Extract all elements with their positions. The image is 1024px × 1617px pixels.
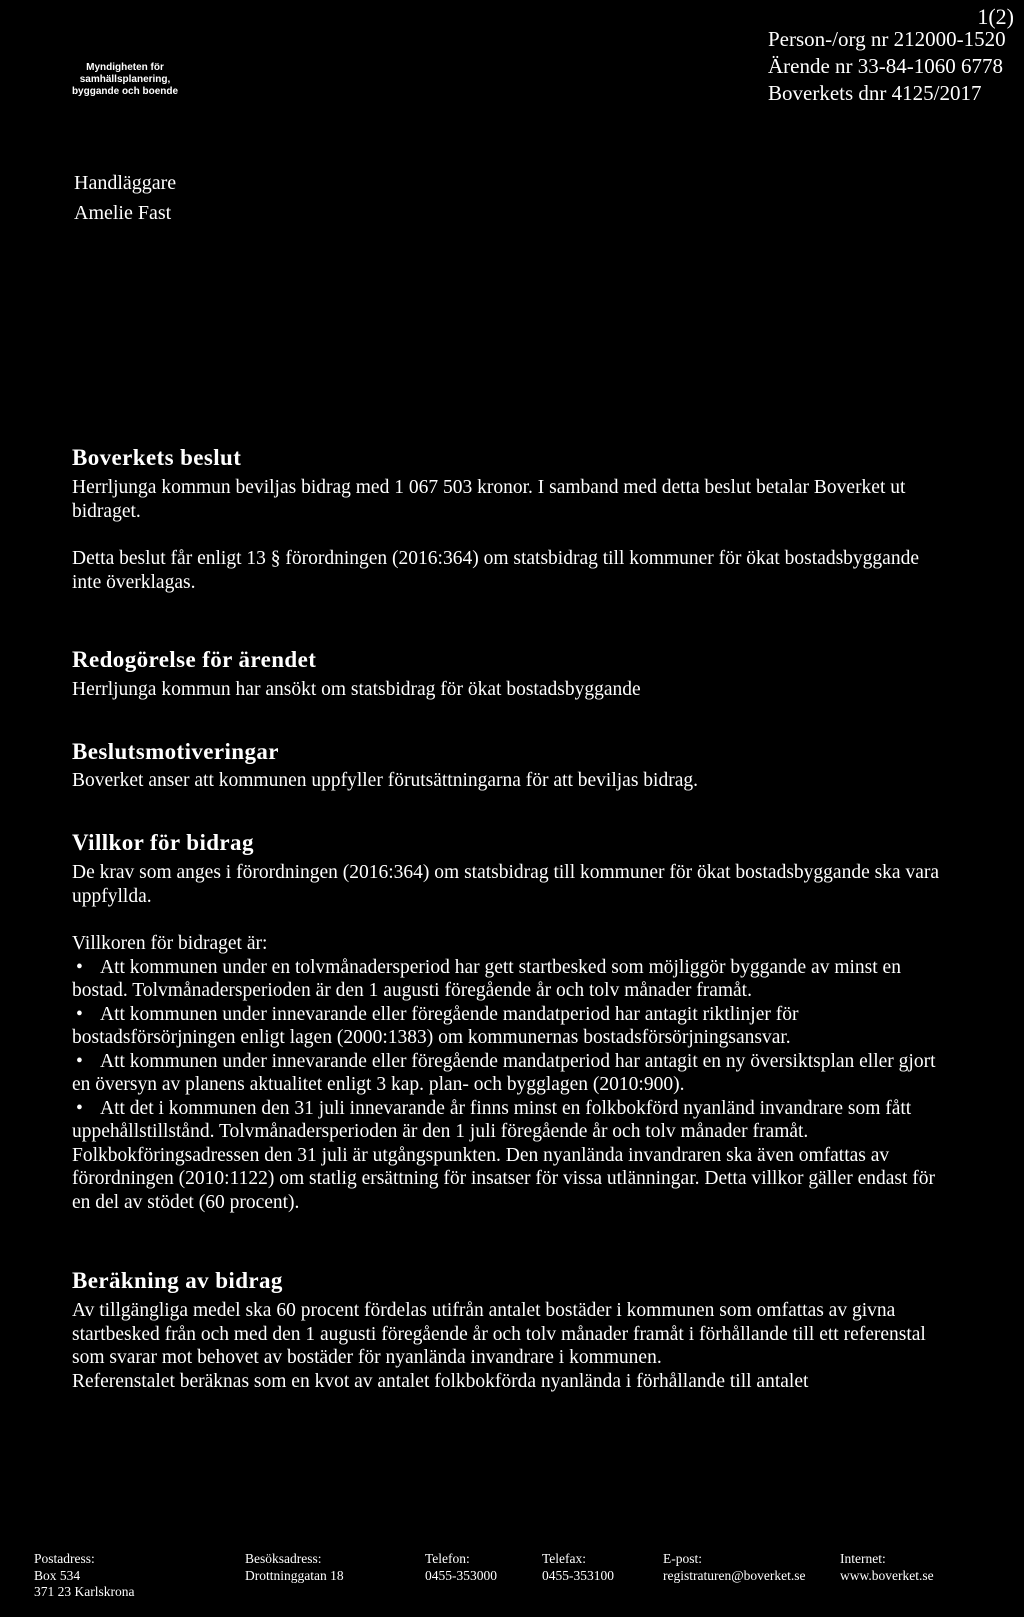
footer-visiting-address bbox=[245, 1551, 344, 1584]
section-title: Beräkning av bidrag bbox=[72, 1268, 283, 1293]
section-title: Villkor för bidrag bbox=[72, 830, 254, 855]
footer-label: Telefax: bbox=[542, 1551, 587, 1566]
section-berakning bbox=[72, 1266, 952, 1393]
footer-website-link[interactable]: www.boverket.se bbox=[840, 1567, 934, 1583]
paragraph: Herrljunga kommun beviljas bidrag med 1 067 503 kronor. I samband med detta beslut betalar Boverket ut bidraget. bbox=[72, 477, 906, 522]
bullet-icon: • bbox=[76, 1097, 83, 1119]
case-handler-label: Handläggare bbox=[74, 172, 177, 194]
footer-value: 371 23 Karlskrona bbox=[34, 1584, 135, 1599]
footer-label: Telefon: bbox=[425, 1551, 470, 1566]
paragraph: Herrljunga kommun har ansökt om statsbidrag för ökat bostadsbyggande bbox=[72, 679, 641, 700]
paragraph: Av tillgängliga medel ska 60 procent fördelas utifrån antalet bostäder i kommunen som omfattas av givna startbesked från och med den 1 augusti föregående år och tolv månader framåt i förhållande till ett referenstal som svarar mot behovet av bostäder för nyanlända invandrare i kommunen. bbox=[72, 1300, 926, 1368]
footer-phone bbox=[425, 1551, 497, 1584]
case-handler-name: Amelie Fast bbox=[74, 202, 172, 224]
paragraph: Villkoren för bidraget är: bbox=[72, 933, 268, 954]
list-item-text: Att kommunen under en tolvmånadersperiod har gett startbesked som möjliggör byggande av minst en bostad. Tolvmånadersperioden är den 1 augusti föregående år och tolv månader framåt. bbox=[72, 956, 901, 1001]
conditions-list bbox=[72, 956, 952, 1215]
list-item-text: Att det i kommunen den 31 juli innevarande år finns minst en folkbokförd nyanländ invandrare som fått uppehållstillstånd. Tolvmånadersperioden är den 1 juli föregående år och tolv månader framåt. Folkbokföringsadressen den 31 juli är utgångspunkten. Den nyanlända invandraren ska även omfattas av förordningen (2010:1122) om statlig ersättning för insatser för vissa utlänningar. Detta villkor gäller endast för en del av stödet (60 procent). bbox=[72, 1097, 936, 1213]
bullet-icon: • bbox=[76, 1050, 83, 1072]
person-org-number: Person-/org nr 212000-1520 bbox=[768, 27, 1006, 51]
footer-email bbox=[663, 1551, 806, 1584]
list-item bbox=[72, 956, 952, 1003]
paragraph: De krav som anges i förordningen (2016:364) om statsbidrag till kommuner för ökat bostadsbyggande ska vara uppfyllda. bbox=[72, 862, 940, 907]
section-beslut bbox=[72, 443, 952, 594]
agency-line-2: byggande och boende bbox=[71, 86, 179, 97]
list-item-text: Att kommunen under innevarande eller föregående mandatperiod har antagit en ny översiktsplan eller gjort en översyn av planens aktualitet enligt 3 kap. plan- och bygglagen (2010:900). bbox=[72, 1050, 936, 1095]
list-item-text: Att kommunen under innevarande eller föregående mandatperiod har antagit riktlinjer för bostadsförsörjningen enligt lagen (2000:1383) om kommunernas bostadsförsörjningsansvar. bbox=[72, 1003, 799, 1048]
section-villkor bbox=[72, 828, 952, 1214]
list-item bbox=[72, 1003, 952, 1050]
document-body bbox=[72, 443, 952, 1393]
footer-label: Besöksadress: bbox=[245, 1551, 322, 1566]
list-item bbox=[72, 1050, 952, 1097]
bullet-icon: • bbox=[76, 956, 83, 978]
footer-label: E-post: bbox=[663, 1551, 702, 1566]
section-motiveringar bbox=[72, 737, 952, 793]
case-number: Ärende nr 33-84-1060 6778 bbox=[768, 54, 1004, 78]
paragraph: Boverket anser att kommunen uppfyller förutsättningarna för att beviljas bidrag. bbox=[72, 769, 698, 791]
footer-label: Postadress: bbox=[34, 1551, 95, 1566]
section-title: Redogörelse för ärendet bbox=[72, 647, 317, 672]
footer-internet bbox=[840, 1551, 934, 1584]
section-redogorelse bbox=[72, 645, 952, 702]
section-title: Boverkets beslut bbox=[72, 445, 242, 470]
paragraph: Referenstalet beräknas som en kvot av antalet folkbokförda nyanlända i förhållande till antalet bbox=[72, 1370, 809, 1392]
case-handler bbox=[74, 168, 176, 228]
section-title: Beslutsmotiveringar bbox=[72, 738, 279, 764]
footer-value: 0455-353000 bbox=[425, 1567, 497, 1583]
paragraph: Detta beslut får enligt 13 § förordningen (2016:364) om statsbidrag till kommuner för ökat bostadsbyggande inte överklagas. bbox=[72, 548, 919, 593]
page-number: 1(2) bbox=[977, 4, 1014, 29]
footer-value: Drottninggatan 18 bbox=[245, 1567, 344, 1583]
bullet-icon: • bbox=[76, 1003, 83, 1025]
footer-value: Box 534 bbox=[34, 1567, 81, 1583]
boverket-dnr: Boverkets dnr 4125/2017 bbox=[768, 81, 982, 105]
footer-value: 0455-353100 bbox=[542, 1567, 614, 1583]
case-references bbox=[768, 26, 1006, 107]
agency-logo-text bbox=[60, 62, 190, 98]
footer-email-link[interactable]: registraturen@boverket.se bbox=[663, 1567, 806, 1583]
footer-fax bbox=[542, 1551, 614, 1584]
footer-postal-address bbox=[34, 1551, 134, 1601]
list-item bbox=[72, 1097, 952, 1215]
footer-label: Internet: bbox=[840, 1551, 886, 1566]
agency-line-1: Myndigheten för samhällsplanering, bbox=[79, 62, 171, 85]
